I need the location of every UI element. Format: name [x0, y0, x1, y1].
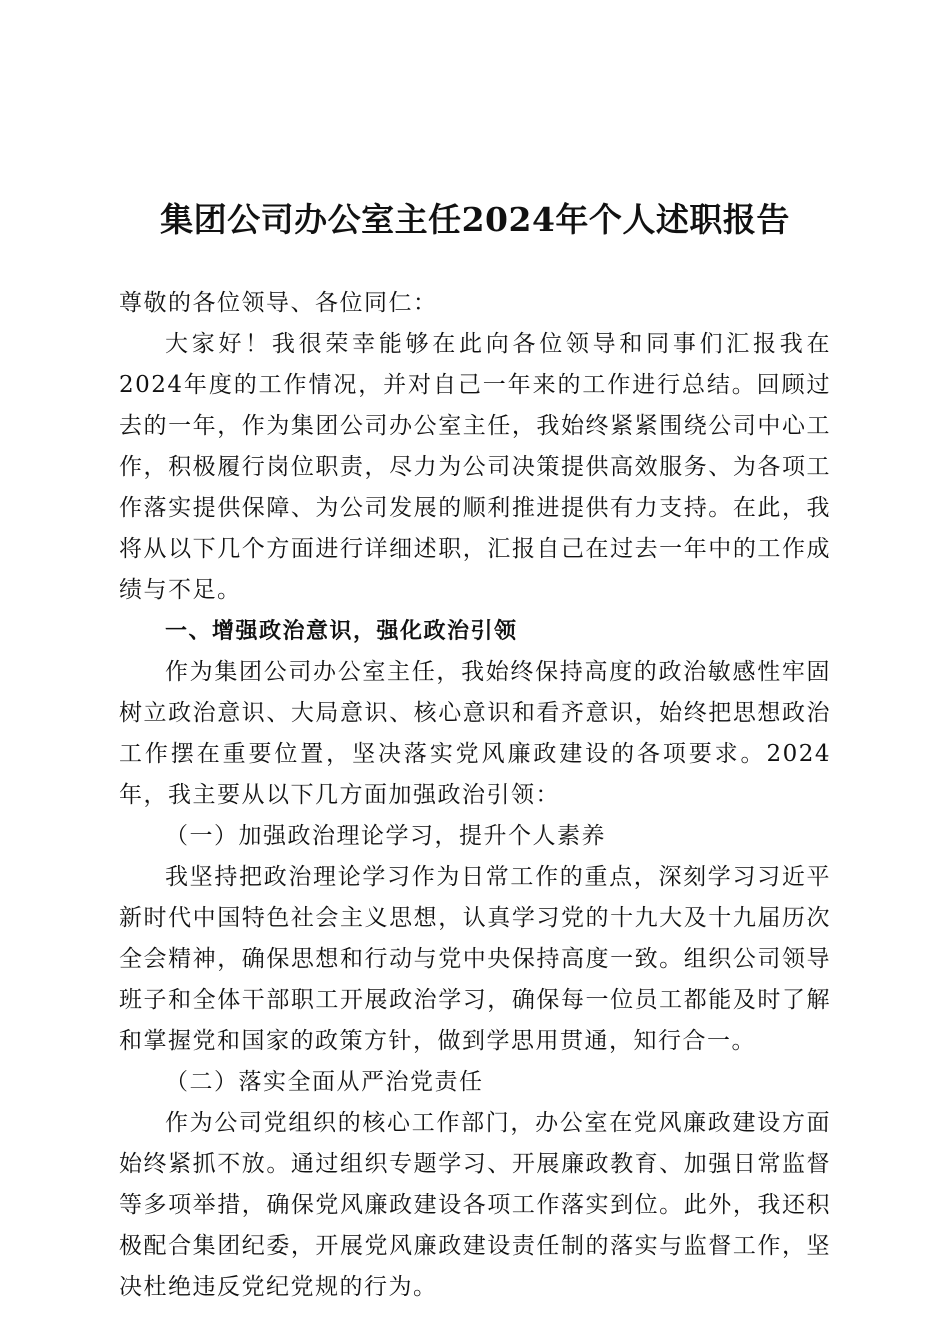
subsection-2-heading: （二）落实全面从严治党责任: [165, 1069, 484, 1095]
document-title: 集团公司办公室主任2024年个人述职报告: [160, 200, 790, 239]
section-1-heading: 一、增强政治意识，强化政治引领: [165, 619, 518, 644]
section-1-paragraph: 作为集团公司办公室主任，我始终保持高度的政治敏感性牢固树立政治意识、大局意识、核心意识和看齐意识，始终把思想政治工作摆在重要位置，坚决落实党风廉政建设的各项要求。2024年，我主要从以下几方面加强政治引领：: [119, 659, 831, 808]
salutation: 尊敬的各位领导、各位同仁：: [119, 290, 438, 316]
subsection-1-heading: （一）加强政治理论学习，提升个人素养: [165, 823, 606, 849]
subsection-2-paragraph: 作为公司党组织的核心工作部门，办公室在党风廉政建设方面始终紧抓不放。通过组织专题学习、开展廉政教育、加强日常监督等多项举措，确保党风廉政建设各项工作落实到位。此外，我还积极配合集团纪委，开展党风廉政建设责任制的落实与监督工作，坚决杜绝违反党纪党规的行为。: [119, 1110, 831, 1300]
document-body: [119, 283, 831, 1308]
intro-paragraph: 大家好！我很荣幸能够在此向各位领导和同事们汇报我在2024年度的工作情况，并对自己一年来的工作进行总结。回顾过去的一年，作为集团公司办公室主任，我始终紧紧围绕公司中心工作，积极履行岗位职责，尽力为公司决策提供高效服务、为各项工作落实提供保障、为公司发展的顺利推进提供有力支持。在此，我将从以下几个方面进行详细述职，汇报自己在过去一年中的工作成绩与不足。: [119, 331, 831, 603]
subsection-1-paragraph: 我坚持把政治理论学习作为日常工作的重点，深刻学习习近平新时代中国特色社会主义思想，认真学习党的十九大及十九届历次全会精神，确保思想和行动与党中央保持高度一致。组织公司领导班子和全体干部职工开展政治学习，确保每一位员工都能及时了解和掌握党和国家的政策方针，做到学思用贯通，知行合一。: [119, 864, 831, 1054]
